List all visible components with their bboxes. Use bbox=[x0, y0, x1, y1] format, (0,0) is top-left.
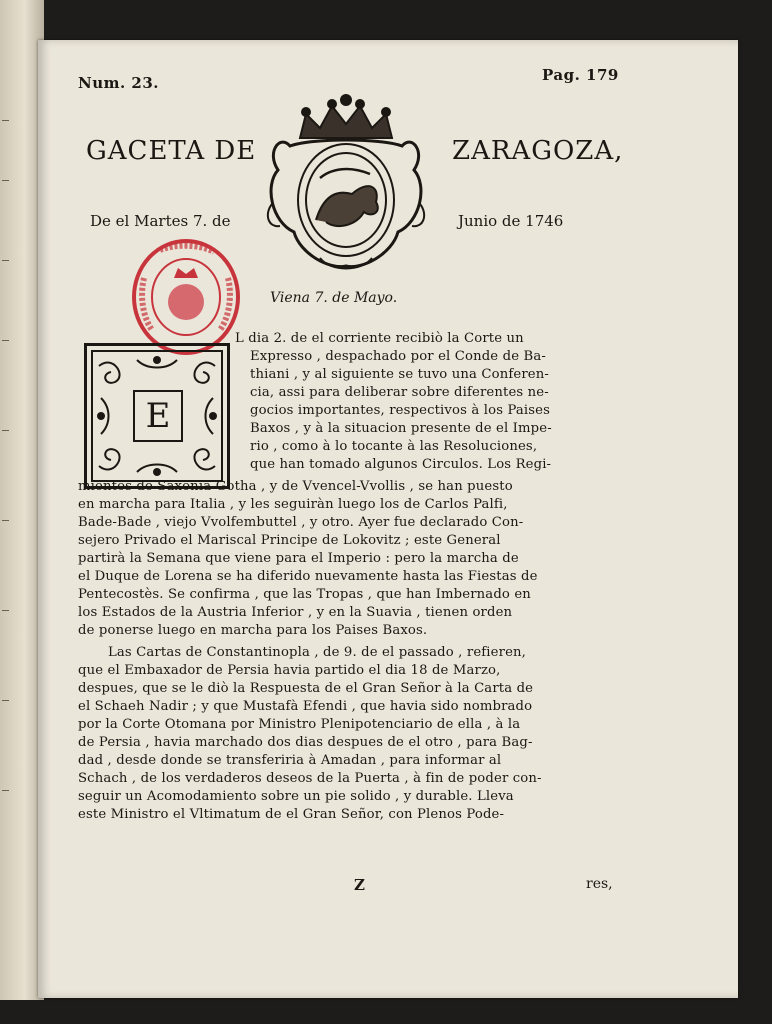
coat-of-arms-icon bbox=[260, 94, 432, 276]
body-line: el Schaeh Nadir ; y que Mustafà Efendi , que havia sido nombrado bbox=[78, 699, 533, 714]
body-line: Baxos , y à la situacion presente de el Impe- bbox=[250, 421, 552, 436]
drop-cap-letter: E bbox=[133, 390, 183, 442]
body-line: en marcha para Italia , y les seguiràn luego los de Carlos Palfi, bbox=[78, 497, 508, 512]
masthead-title-left: GACETA DE bbox=[86, 136, 257, 166]
issue-number: Num. 23. bbox=[78, 74, 160, 92]
body-line: cia, assi para deliberar sobre diferentes ne- bbox=[250, 385, 549, 400]
body-line: por la Corte Otomana por Ministro Plenipotenciario de ella , à la bbox=[78, 717, 521, 732]
catchword: res, bbox=[586, 876, 613, 892]
body-line: L dia 2. de el corriente recibiò la Corte un bbox=[235, 331, 524, 346]
body-line: los Estados de la Austria Inferior , y en la Suavia , tienen orden bbox=[78, 605, 513, 620]
body-line: este Ministro el Vltimatum de el Gran Señor, con Plenos Pode- bbox=[78, 807, 505, 822]
dateline: Viena 7. de Mayo. bbox=[270, 290, 398, 306]
body-line: que han tomado algunos Circulos. Los Regi- bbox=[250, 457, 552, 472]
gazette-page bbox=[38, 40, 738, 998]
body-line: el Duque de Lorena se ha diferido nuevamente hasta las Fiestas de bbox=[78, 569, 538, 584]
issue-date-left: De el Martes 7. de bbox=[90, 212, 231, 230]
library-stamp bbox=[130, 238, 242, 356]
body-line: mientos de Saxonia-Gotha , y de Vvencel-Vvollis , se han puesto bbox=[78, 479, 513, 494]
body-line: partirà la Semana que viene para el Imperio : pero la marcha de bbox=[78, 551, 519, 566]
body-line: thiani , y al siguiente se tuvo una Conferen- bbox=[250, 367, 549, 382]
body-line: Bade-Bade , viejo Vvolfembuttel , y otro. Ayer fue declarado Con- bbox=[78, 515, 524, 530]
page-number: Pag. 179 bbox=[542, 66, 619, 84]
masthead-title-right: ZARAGOZA, bbox=[452, 136, 624, 166]
body-line: sejero Privado el Mariscal Principe de Lokovitz ; este General bbox=[78, 533, 501, 548]
body-line: dad , desde donde se transferiria à Amadan , para informar al bbox=[78, 753, 502, 768]
body-line: Pentecostès. Se confirma , que las Tropas , que han Imbernado en bbox=[78, 587, 531, 602]
signature-mark: Z bbox=[354, 876, 365, 894]
body-line: despues, que se le diò la Respuesta de el Gran Señor à la Carta de bbox=[78, 681, 534, 696]
body-line: gocios importantes, respectivos à los Paises bbox=[250, 403, 551, 418]
body-line: rio , como à lo tocante à las Resoluciones, bbox=[250, 439, 538, 454]
body-line: de Persia , havia marchado dos dias despues de el otro , para Bag- bbox=[78, 735, 533, 750]
ornamental-initial bbox=[84, 343, 230, 489]
body-line: que el Embaxador de Persia havia partido el dia 18 de Marzo, bbox=[78, 663, 501, 678]
body-line: de ponerse luego en marcha para los Paises Baxos. bbox=[78, 623, 428, 638]
body-line: Schach , de los verdaderos deseos de la Puerta , à fin de poder con- bbox=[78, 771, 542, 786]
body-line: seguir un Acomodamiento sobre un pie solido , y durable. Lleva bbox=[78, 789, 514, 804]
issue-date-right: Junio de 1746 bbox=[458, 212, 564, 230]
body-line: Las Cartas de Constantinopla , de 9. de el passado , refieren, bbox=[108, 645, 527, 660]
body-line: Expresso , despachado por el Conde de Ba- bbox=[250, 349, 546, 364]
